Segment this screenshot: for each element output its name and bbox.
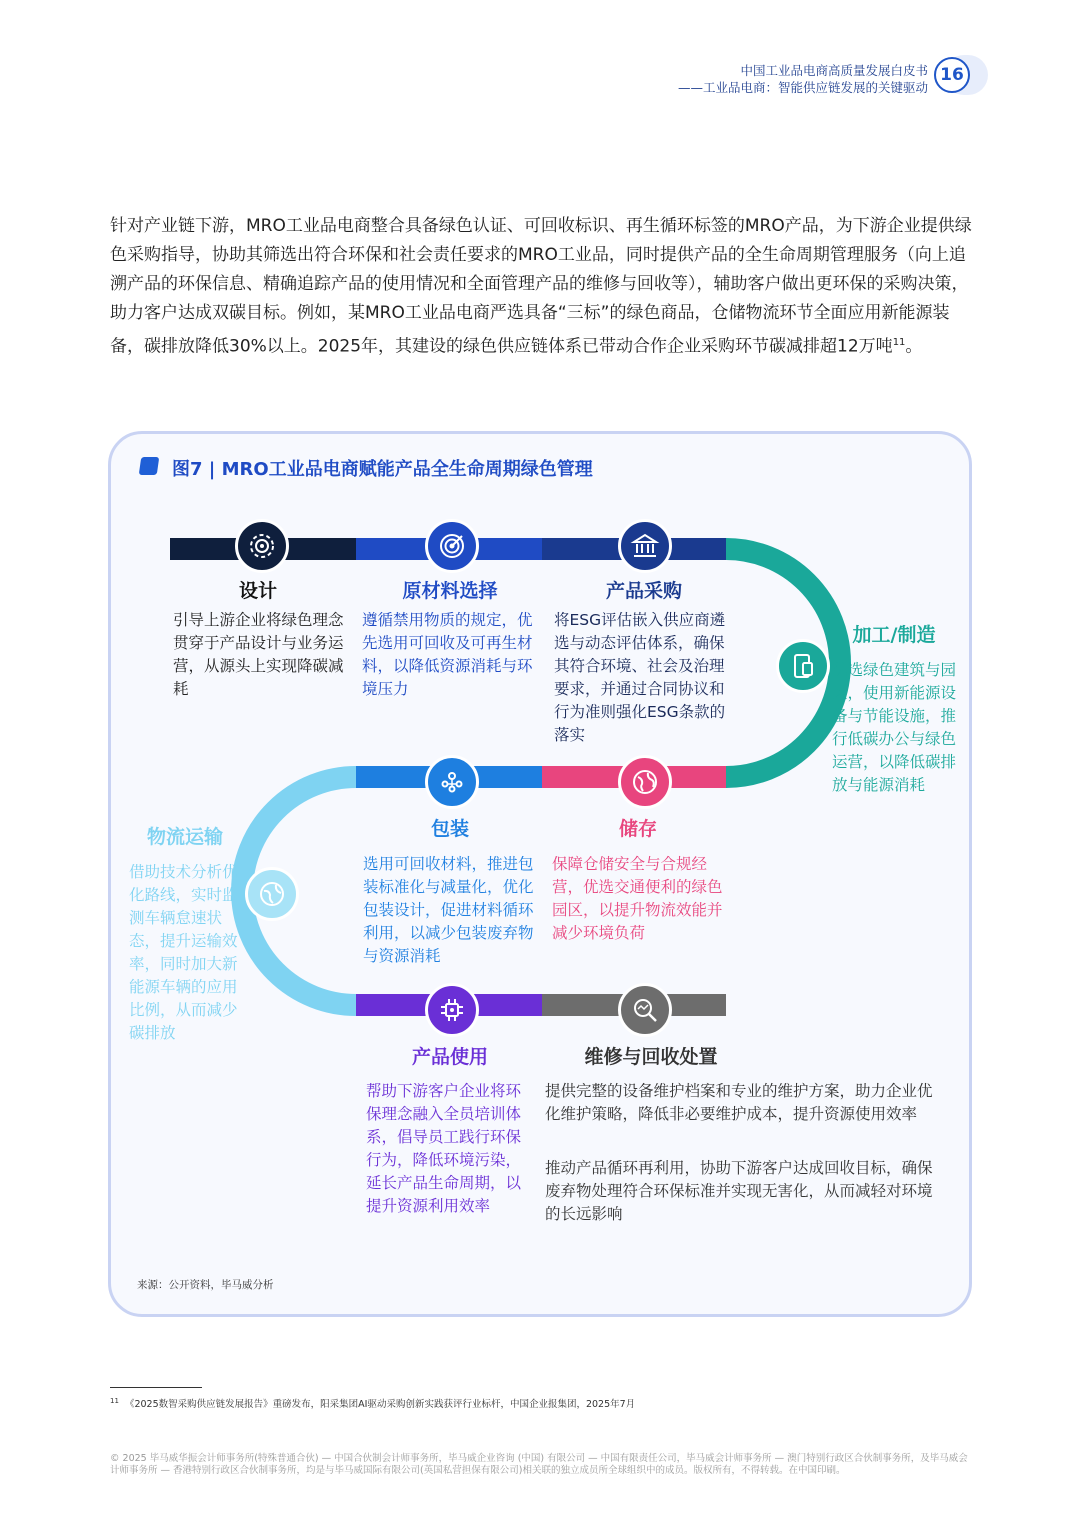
stage-title-recycling: 维修与回收处置 (584, 1046, 718, 1068)
chip-icon (425, 983, 479, 1037)
gear-icon (235, 519, 289, 573)
people-icon (425, 755, 479, 809)
header-subtitle: ——工业品电商：智能供应链发展的关键驱动 (677, 80, 928, 95)
stage-desc-manufacturing: 优选绿色建筑与园区，使用新能源设备与节能设施，推行低碳办公与绿色运营，以降低碳排放与能源消耗 (832, 661, 957, 794)
legal-notice: © 2025 毕马威华振会计师事务所(特殊普通合伙) — 中国合伙制会计师事务所，毕马威企业咨询 (中国) 有限公司 — 中国有限责任公司，毕马威会计师事务所 — 澳门特别行政区合伙制事务所，及毕马威会计师事务所 — 香港特别行政区合伙制事务所，均是与毕马威国际有限公司(英国私营担保有限公司)相关联的独立成员所全球组织中的成员。版权所有，不得转载。在中国印刷。 (110, 1453, 968, 1476)
stage-desc-recycling: 提供完整的设备维护档案和专业的维护方案，助力企业优化维护策略，降低非必要维护成本，提升资源使用效率 (545, 1082, 933, 1123)
stage-desc-design: 引导上游企业将绿色理念贯穿于产品设计与业务运营，从源头上实现降碳减耗 (173, 611, 344, 698)
stage-title-material: 原材料选择 (402, 580, 498, 602)
intro-end: 。 (905, 336, 923, 357)
stage-title-design: 设计 (238, 580, 277, 602)
bank-icon (618, 519, 672, 573)
earth-icon (245, 867, 299, 921)
footnote-text: 《2025数智采购供应链发展报告》重磅发布，阳采集团AI驱动采购创新实践获评行业标杆，中国企业报集团，2025年7月 (124, 1399, 636, 1410)
stage-title-logistics: 物流运输 (146, 826, 223, 848)
stage-desc-logistics: 借助技术分析优化路线，实时监测车辆怠速状态，提升运输效率，同时加大新能源车辆的应用比例，从而减少碳排放 (129, 863, 238, 1042)
stage-title-procurement: 产品采购 (605, 580, 682, 602)
intro-text: 针对产业链下游，MRO工业品电商整合具备绿色认证、可回收标识、再生循环标签的MRO产品，为下游企业提供绿色采购指导，协助其筛选出符合环保和社会责任要求的MRO工业品，同时提供产品的全生命周期管理服务（向上追溯产品的环保信息、精确追踪产品的使用情况和全面管理产品的维修与回收等），辅助客户做出更环保的采购决策，助力客户达成双碳目标。例如，某MRO工业品电商严选具备“三标”的绿色商品，仓储物流环节全面应用新能源装备，碳排放降低30%以上。2025年，其建设的绿色供应链体系已带动合作企业采购环节碳减排超12万吨 (110, 216, 972, 357)
stage-desc-procurement: 将ESG评估嵌入供应商遴选与动态评估体系，确保其符合环境、社会及治理要求，并通过合同协议和行为准则强化ESG条款的落实 (554, 611, 726, 744)
header-title: 中国工业品电商高质量发展白皮书 (740, 63, 928, 78)
stage-title-usage: 产品使用 (411, 1046, 488, 1068)
intro-footnote-ref: 11 (892, 337, 906, 348)
stage-title-packaging: 包装 (430, 818, 469, 840)
magnifier-icon (618, 983, 672, 1037)
figure-title: 图7 | MRO工业品电商赋能产品全生命周期绿色管理 (172, 459, 593, 480)
target-icon (425, 519, 479, 573)
footnote (110, 1396, 635, 1410)
device-icon (776, 639, 830, 693)
stage-desc-material: 遵循禁用物质的规定，优先选用可回收及可再生材料，以降低资源消耗与环境压力 (362, 611, 533, 698)
globe-icon (618, 755, 672, 809)
stage-desc-storage: 保障仓储安全与合规经营，优选交通便利的绿色园区，以提升物流效能并减少环境负荷 (552, 855, 723, 942)
stage-desc-recycling-2: 推动产品循环再利用，协助下游客户达成回收目标，确保废弃物处理符合环保标准并实现无害化，从而减轻对环境的长远影响 (545, 1159, 933, 1223)
stage-title-storage: 储存 (618, 818, 657, 840)
stage-desc-usage: 帮助下游客户企业将环保理念融入全员培训体系，倡导员工践行环保行为，降低环境污染，延长产品生命周期，以提升资源利用效率 (366, 1082, 522, 1215)
stage-title-manufacturing: 加工/制造 (852, 624, 936, 646)
figure-source: 来源：公开资料，毕马威分析 (137, 1279, 274, 1291)
footnote-number: 11 (110, 1396, 119, 1405)
footnote-divider (110, 1387, 202, 1388)
stage-desc-packaging: 选用可回收材料，推进包装标准化与减量化，优化包装设计，促进材料循环利用，以减少包装废弃物与资源消耗 (363, 855, 534, 965)
page-number-badge: 16 (934, 57, 970, 93)
